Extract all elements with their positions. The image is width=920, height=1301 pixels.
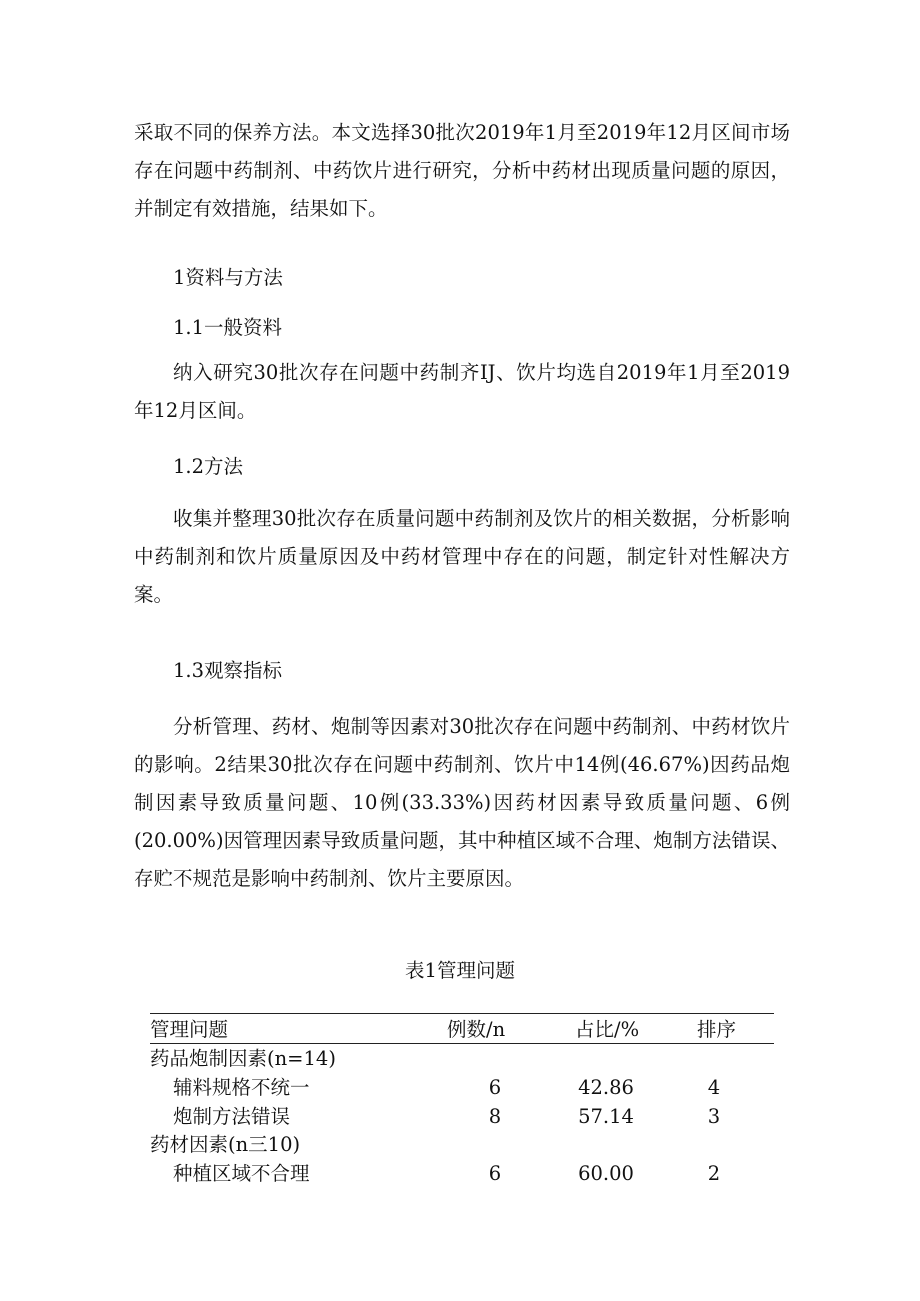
- section-heading-1-1: 1.1一般资料: [173, 316, 283, 339]
- paragraph-observation: 分析管理、药材、炮制等因素对30批次存在问题中药制剂、中药材饮片的影响。2结果30批次存在问题中药制剂、饮片中14例(46.67%)因药品炮制因素导致质量问题、10例(33.33%)因药材因素导致质量问题、6例(20.00%)因管理因素导致质量问题，其中种植区域不合理、炮制方法错误、存贮不规范是影响中药制剂、饮片主要原因。: [134, 715, 790, 890]
- row-name: 辅料规格不统一: [173, 1076, 310, 1099]
- group-label: 药品炮制因素(n=14): [150, 1047, 336, 1070]
- paragraph-general-info: 纳入研究30批次存在问题中药制齐IJ、饮片均选自2019年1月至2019年12月区间。: [134, 361, 790, 422]
- paragraph-method: 收集并整理30批次存在质量问题中药制剂及饮片的相关数据，分析影响中药制剂和饮片质量原因及中药材管理中存在的问题，制定针对性解决方案。: [134, 507, 790, 606]
- section-heading-1-2: 1.2方法: [173, 455, 244, 478]
- row-percent: 60.00: [578, 1162, 634, 1185]
- section-heading-1-3: 1.3观察指标: [173, 659, 283, 682]
- header-percent: 占比/%: [575, 1018, 640, 1041]
- header-name: 管理问题: [150, 1018, 229, 1041]
- row-rank: 3: [707, 1105, 721, 1128]
- section-heading-1: 1资料与方法: [173, 266, 283, 289]
- group-label: 药材因素(n三10): [150, 1133, 301, 1156]
- table-header-rule: [150, 1043, 774, 1044]
- row-rank: 4: [707, 1076, 721, 1099]
- table-top-rule: [150, 1013, 774, 1014]
- row-name: 炮制方法错误: [173, 1105, 291, 1128]
- paragraph-intro: 采取不同的保养方法。本文选择30批次2019年1月至2019年12月区间市场存在问题中药制剂、中药饮片进行研究，分析中药材出现质量问题的原因，并制定有效措施，结果如下。: [134, 121, 790, 220]
- row-rank: 2: [707, 1162, 721, 1185]
- header-rank: 排序: [697, 1018, 737, 1041]
- row-name: 种植区域不合理: [173, 1162, 310, 1185]
- row-percent: 42.86: [578, 1076, 634, 1099]
- row-count: 6: [488, 1162, 502, 1185]
- header-count: 例数/n: [447, 1018, 506, 1041]
- table-caption: 表1管理问题: [405, 959, 515, 982]
- row-count: 8: [488, 1105, 502, 1128]
- row-count: 6: [488, 1076, 502, 1099]
- row-percent: 57.14: [578, 1105, 634, 1128]
